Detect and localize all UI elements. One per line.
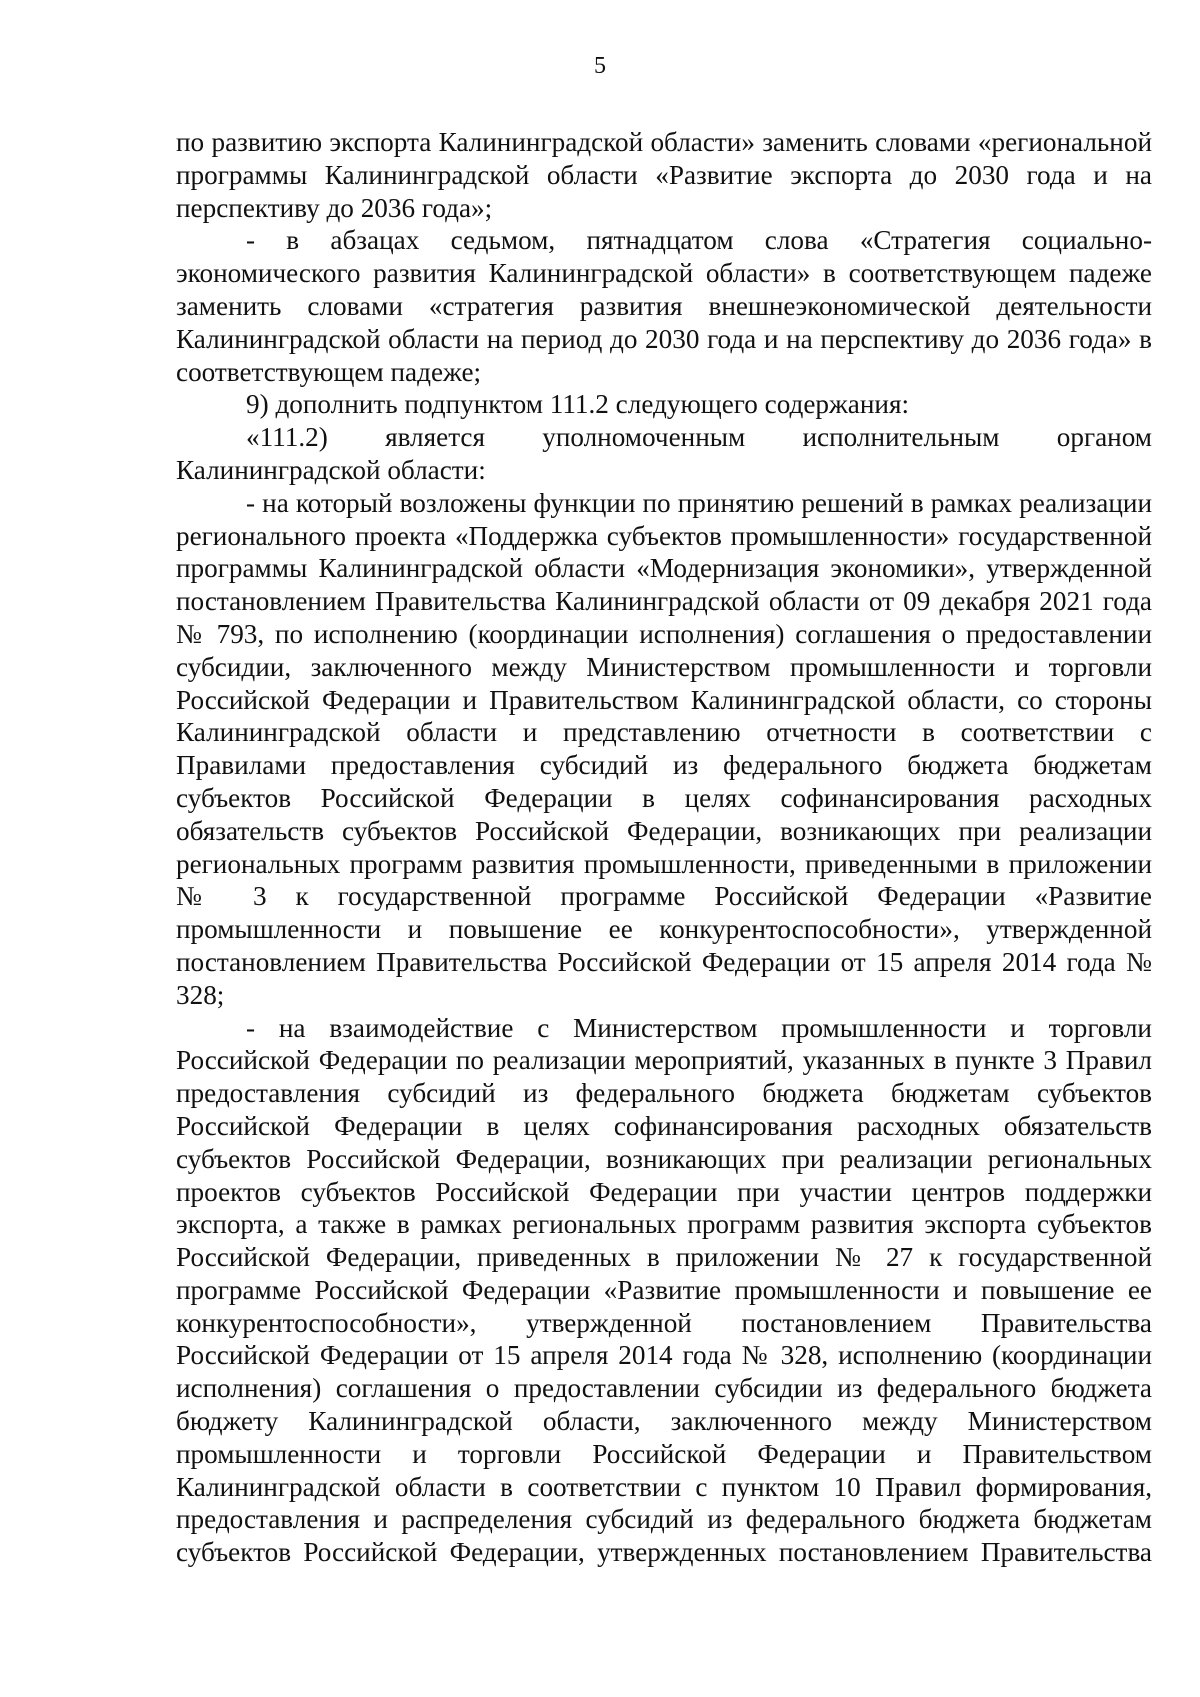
page-number: 5 xyxy=(594,53,606,79)
paragraph-function-industry-support: - на который возложены функции по принятию решений в рамках реализации регионального проекта «Поддержка субъектов промышленности» государственной программы Калининградской области «Модернизация экономики», утвержденной постановлением Правительства Калининградской области от 09 декабря 2021 года № 793, по исполнению (координации исполнения) соглашения о предоставлении субсидии, заключенного между Министерством промышленности и торговли Российской Федерации и Правительством Калининградской области, со стороны Калининградской области и представлению отчетности в соответствии с Правилами предоставления субсидий из федерального бюджета бюджетам субъектов Российской Федерации в целях софинансирования расходных обязательств субъектов Российской Федерации, возникающих при реализации региональных программ развития промышленности, приведенными в приложении № 3 к государственной программе Российской Федерации «Развитие промышленности и повышение ее конкурентоспособности», утвержденной постановлением Правительства Российской Федерации от 15 апреля 2014 года № 328; xyxy=(176,487,1152,1010)
paragraph-item-9: 9) дополнить подпунктом 111.2 следующего содержания: xyxy=(246,389,910,420)
paragraph-continuation: по развитию экспорта Калининградской области» заменить словами «региональной программы Калининградской области «Развитие экспорта до 2030 года и на перспективу до 2036 года»; xyxy=(176,127,1152,223)
paragraph-subitem-111-2: «111.2) является уполномоченным исполнительным органом Калининградской области: xyxy=(176,422,1152,485)
document-body xyxy=(176,126,1152,1569)
paragraph-function-export-interaction: - на взаимодействие с Министерством промышленности и торговли Российской Федерации по реализации мероприятий, указанных в пункте 3 Правил предоставления субсидий из федерального бюджета бюджетам субъектов Российской Федерации в целях софинансирования расходных обязательств субъектов Российской Федерации, возникающих при реализации региональных проектов субъектов Российской Федерации при участии центров поддержки экспорта, а также в рамках региональных программ развития экспорта субъектов Российской Федерации, приведенных в приложении № 27 к государственной программе Российской Федерации «Развитие промышленности и повышение ее конкурентоспособности», утвержденной постановлением Правительства Российской Федерации от 15 апреля 2014 года № 328, исполнению (координации исполнения) соглашения о предоставлении субсидии из федерального бюджета бюджету Калининградской области, заключенного между Министерством промышленности и торговли Российской Федерации и Правительством Калининградской области в соответствии с пунктом 10 Правил формирования, предоставления и распределения субсидий из федерального бюджета бюджетам субъектов Российской Федерации, утвержденных постановлением Правительства xyxy=(176,1012,1152,1568)
paragraph-abzats-replacement: - в абзацах седьмом, пятнадцатом слова «Стратегия социально-экономического развития Калининградской области» в соответствующем падеже заменить словами «стратегия развития внешнеэкономической деятельности Калининградской области на период до 2030 года и на перспективу до 2036 года» в соответствующем падеже; xyxy=(176,225,1152,387)
